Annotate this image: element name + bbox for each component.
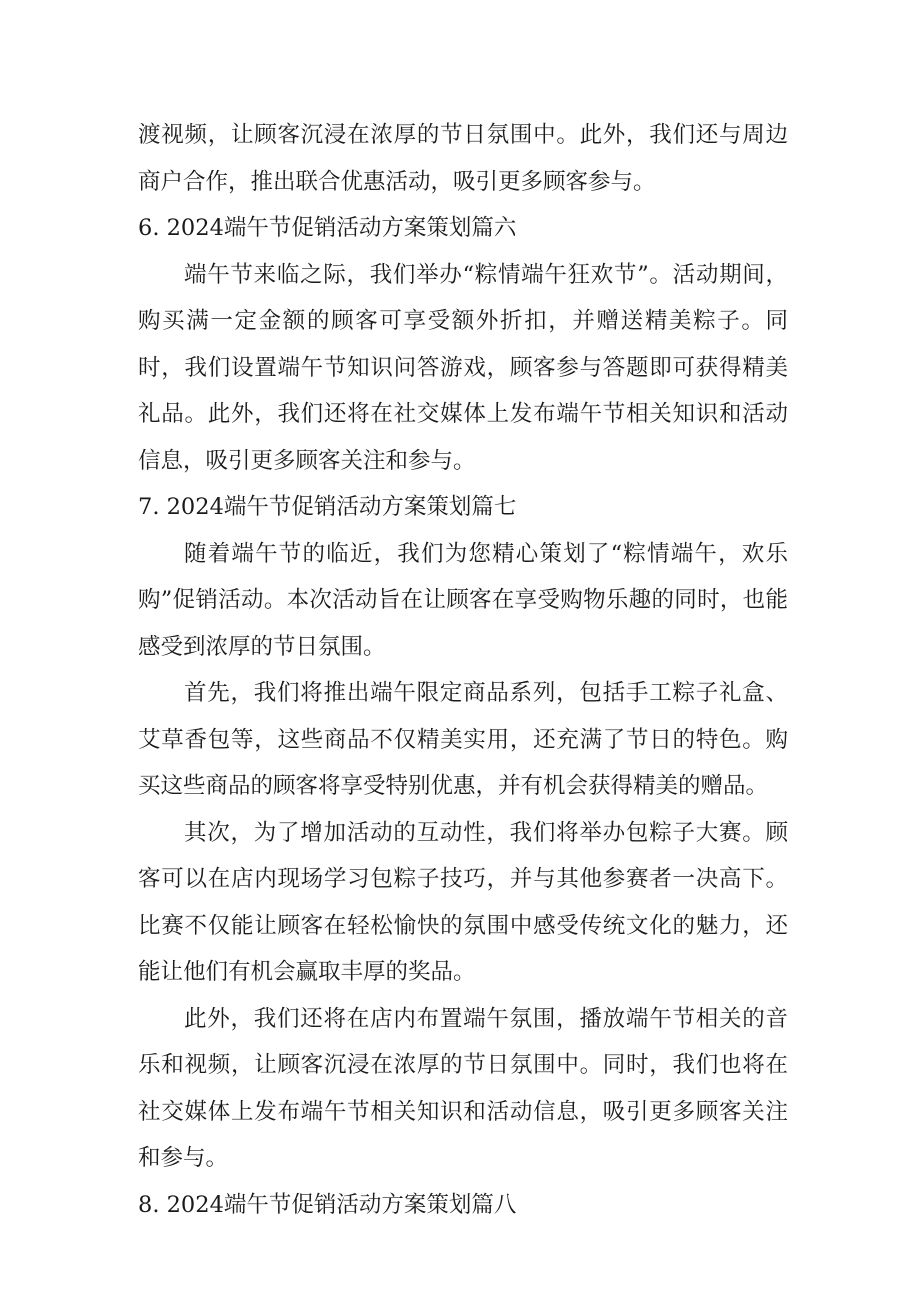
- paragraph-section-7-third: 此外，我们还将在店内布置端午氛围，播放端午节相关的音乐和视频，让顾客沉浸在浓厚的节日氛围中。同时，我们也将在社交媒体上发布端午节相关知识和活动信息，吸引更多顾客关注和参与。: [138, 1005, 788, 1171]
- section-heading-7: 7. 2024端午节促销活动方案策划篇七: [138, 494, 517, 520]
- paragraph-continuation: 渡视频，让顾客沉浸在浓厚的节日氛围中。此外，我们还与周边商户合作，推出联合优惠活动，吸引更多顾客参与。: [138, 122, 788, 195]
- section-heading-8: 8. 2024端午节促销活动方案策划篇八: [138, 1191, 517, 1218]
- paragraph-section-7-first: 首先，我们将推出端午限定商品系列，包括手工粽子礼盒、艾草香包等，这些商品不仅精美实用，还充满了节日的特色。购买这些商品的顾客将享受特别优惠，并有机会获得精美的赠品。: [138, 680, 788, 799]
- document-body: [138, 112, 788, 1228]
- paragraph-section-7-intro: 随着端午节的临近，我们为您精心策划了“粽情端午，欢乐购”促销活动。本次活动旨在让顾客在享受购物乐趣的同时，也能感受到浓厚的节日氛围。: [138, 540, 788, 660]
- paragraph-section-7-second: 其次，为了增加活动的互动性，我们将举办包粽子大赛。顾客可以在店内现场学习包粽子技巧，并与其他参赛者一决高下。比赛不仅能让顾客在轻松愉快的氛围中感受传统文化的魅力，还能让他们有机会赢取丰厚的奖品。: [138, 819, 788, 985]
- paragraph-section-6: 端午节来临之际，我们举办“粽情端午狂欢节”。活动期间，购买满一定金额的顾客可享受额外折扣，并赠送精美粽子。同时，我们设置端午节知识问答游戏，顾客参与答题即可获得精美礼品。此外，我们还将在社交媒体上发布端午节相关知识和活动信息，吸引更多顾客关注和参与。: [138, 261, 788, 474]
- section-heading-6: 6. 2024端午节促销活动方案策划篇六: [138, 215, 517, 241]
